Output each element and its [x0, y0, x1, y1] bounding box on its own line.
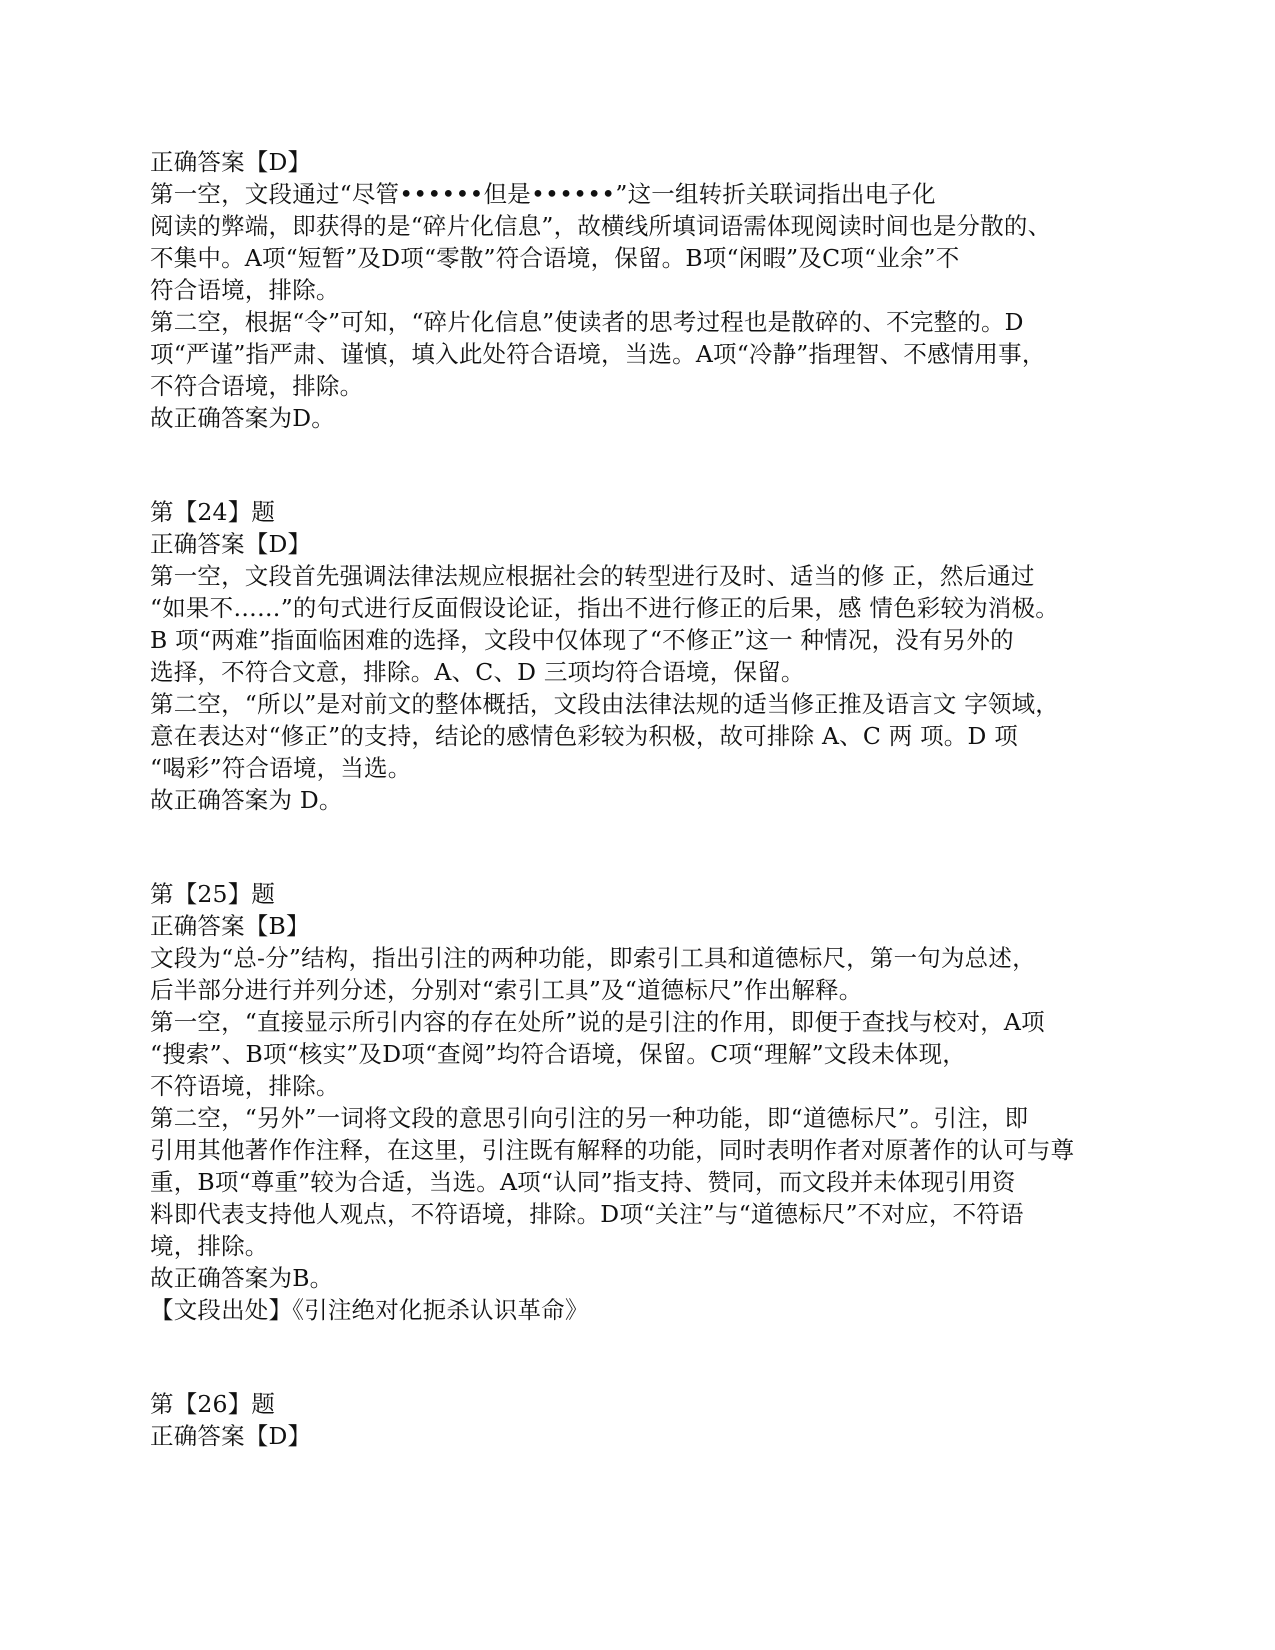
explanation-line: 阅读的弊端，即获得的是“碎片化信息”，故横线所填词语需体现阅读时间也是分散的、 — [150, 212, 1052, 240]
explanation-line: 重，B项“尊重”较为合适，当选。A项“认同”指支持、赞同，而文段并未体现引用资 — [150, 1168, 1016, 1196]
document-page — [150, 146, 1140, 1452]
answer-section — [150, 146, 1140, 434]
question-section-26 — [150, 1388, 1140, 1452]
explanation-line: 第一空，文段通过“尽管••••••但是••••••”这一组转折关联词指出电子化 — [150, 180, 936, 208]
section-gap — [150, 1326, 1140, 1388]
question-heading: 第【26】题 — [150, 1390, 276, 1418]
answer-line: 正确答案【B】 — [150, 912, 310, 940]
explanation-line: 第一空，“直接显示所引内容的存在处所”说的是引注的作用，即便于查找与校对，A项 — [150, 1008, 1045, 1036]
explanation-line: 意在表达对“修正”的支持，结论的感情色彩较为积极，故可排除 A、C 两 项。D 项 — [150, 722, 1018, 750]
answer-line: 正确答案【D】 — [150, 530, 312, 558]
explanation-line: 第二空，根据“令”可知，“碎片化信息”使读者的思考过程也是散碎的、不完整的。D — [150, 308, 1024, 336]
explanation-line: 不符合语境，排除。 — [150, 372, 364, 400]
section-gap — [150, 434, 1140, 496]
question-section-25 — [150, 878, 1140, 1326]
conclusion-line: 故正确答案为 D。 — [150, 786, 343, 814]
explanation-line: 符合语境，排除。 — [150, 276, 340, 304]
explanation-line: 后半部分进行并列分述，分别对“索引工具”及“道德标尺”作出解释。 — [150, 976, 863, 1004]
answer-line: 正确答案【D】 — [150, 1422, 312, 1450]
question-heading: 第【24】题 — [150, 498, 276, 526]
explanation-line: “搜索”、B项“核实”及D项“查阅”均符合语境，保留。C项“理解”文段未体现， — [150, 1040, 967, 1068]
source-line: 【文段出处】《引注绝对化扼杀认识革命》 — [150, 1296, 589, 1324]
explanation-line: 境，排除。 — [150, 1232, 269, 1260]
conclusion-line: 故正确答案为D。 — [150, 404, 335, 432]
explanation-line: “如果不……”的句式进行反面假设论证，指出不进行修正的后果，感 情色彩较为消极。 — [150, 594, 1059, 622]
section-gap — [150, 816, 1140, 878]
explanation-line: 不符语境，排除。 — [150, 1072, 340, 1100]
explanation-line: B 项“两难”指面临困难的选择，文段中仅体现了“不修正”这一 种情况，没有另外的 — [150, 626, 1014, 654]
explanation-line: 选择，不符合文意，排除。A、C、D 三项均符合语境，保留。 — [150, 658, 805, 686]
explanation-line: 不集中。A项“短暂”及D项“零散”符合语境，保留。B项“闲暇”及C项“业余”不 — [150, 244, 960, 272]
explanation-line: 第二空，“另外”一词将文段的意思引向引注的另一种功能，即“道德标尺”。引注，即 — [150, 1104, 1029, 1132]
question-section-24 — [150, 496, 1140, 816]
question-heading: 第【25】题 — [150, 880, 276, 908]
answer-line: 正确答案【D】 — [150, 148, 312, 176]
explanation-line: 第二空，“所以”是对前文的整体概括，文段由法律法规的适当修正推及语言文 字领域， — [150, 690, 1059, 718]
explanation-line: 文段为“总-分”结构，指出引注的两种功能，即索引工具和道德标尺，第一句为总述， — [150, 944, 1036, 972]
explanation-line: 第一空，文段首先强调法律法规应根据社会的转型进行及时、适当的修 正，然后通过 — [150, 562, 1035, 590]
explanation-line: 引用其他著作作注释，在这里，引注既有解释的功能，同时表明作者对原著作的认可与尊 — [150, 1136, 1075, 1164]
explanation-line: 料即代表支持他人观点，不符语境，排除。D项“关注”与“道德标尺”不对应，不符语 — [150, 1200, 1024, 1228]
conclusion-line: 故正确答案为B。 — [150, 1264, 334, 1292]
explanation-line: 项“严谨”指严肃、谨慎，填入此处符合语境，当选。A项“冷静”指理智、不感情用事， — [150, 340, 1046, 368]
explanation-line: “喝彩”符合语境，当选。 — [150, 754, 412, 782]
